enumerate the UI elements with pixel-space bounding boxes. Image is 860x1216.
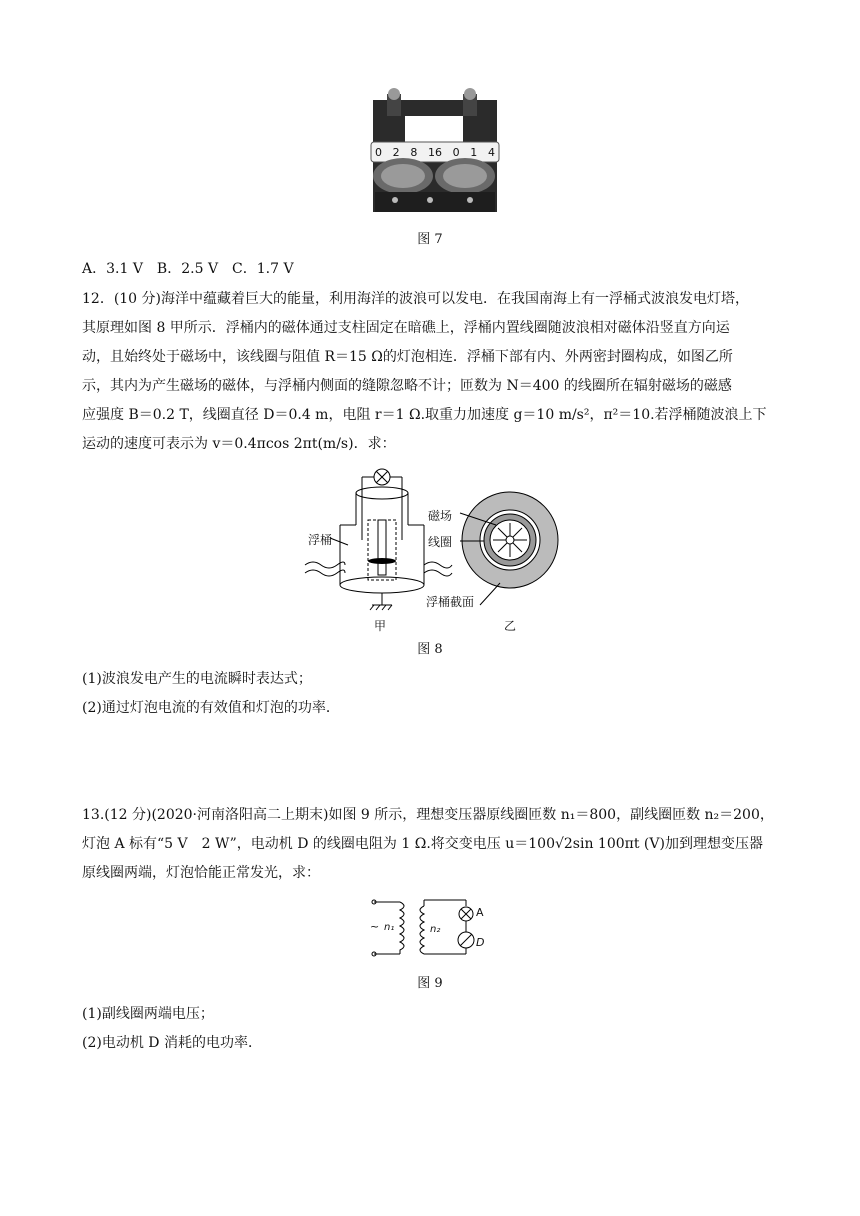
figure-9-caption: 图 9 [417, 976, 443, 991]
label-cichang: 磁场 [428, 509, 453, 523]
terminal-label: 2 [392, 146, 400, 159]
label-n2: n₂ [430, 924, 441, 935]
q12-line-1: 12．(10 分)海洋中蕴藏着巨大的能量，利用海洋的波浪可以发电．在我国南海上有一浮桶式波浪发电灯塔， [82, 291, 750, 307]
q13-sub-2: (2)电动机 D 消耗的电功率． [82, 1035, 262, 1051]
q13-sub-1: (1)副线圈两端电压； [82, 1006, 214, 1022]
terminal-label: 16 [427, 146, 442, 159]
label-yi: 乙 [504, 619, 517, 633]
figure-8-caption: 图 8 [417, 642, 443, 657]
q13-line-2: 灯泡 A 标有“5 V 2 W”，电动机 D 的线圈电阻为 1 Ω.将交变电压 u＝100√2sin 100πt (V)加到理想变压器 [82, 836, 763, 852]
q12-line-5: 应强度 B＝0.2 T，线圈直径 D＝0.4 m，电阻 r＝1 Ω.取重力加速度 g＝10 m/s²，π²＝10.若浮桶随波浪上下 [82, 407, 767, 423]
terminal-label: 8 [410, 146, 418, 159]
label-motor-D: D [476, 936, 485, 949]
label-n1: n₁ [384, 922, 395, 933]
label-futong-jiemian: 浮桶截面 [426, 595, 475, 609]
q13-line-3: 原线圈两端，灯泡恰能正常发光，求： [82, 865, 320, 881]
q12-line-3: 动，且始终处于磁场中，该线圈与阻值 R＝15 Ω的灯泡相连．浮桶下部有内、外两密封圈构成，如图乙所 [82, 349, 733, 365]
ac-source-symbol: ~ [370, 920, 380, 933]
figure-9-circuit [366, 892, 496, 964]
figure-8-diagram [300, 465, 560, 635]
label-futong: 浮桶 [308, 533, 333, 547]
label-jia: 甲 [374, 619, 387, 633]
q12-line-2: 其原理如图 8 甲所示．浮桶内的磁体通过支柱固定在暗礁上，浮桶内置线圈随波浪相对磁体沿竖直方向运 [82, 320, 730, 336]
label-xianquan: 线圈 [428, 535, 453, 549]
q12-line-4: 示，其内为产生磁场的磁体，与浮桶内侧面的缝隙忽略不计；匝数为 N＝400 的线圈所在辐射磁场的磁感 [82, 378, 732, 394]
terminal-label: 1 [470, 146, 478, 159]
q13-line-1: 13.(12 分)(2020·河南洛阳高二上期末)如图 9 所示，理想变压器原线圈匝数 n₁＝800，副线圈匝数 n₂＝200， [82, 807, 774, 823]
label-lamp-A: A [476, 906, 484, 919]
terminal-label: 4 [487, 146, 495, 159]
q12-sub-2: (2)通过灯泡电流的有效值和灯泡的功率． [82, 700, 340, 716]
q12-sub-1: (1)波浪发电产生的电流瞬时表达式； [82, 671, 312, 687]
q12-line-6: 运动的速度可表示为 v＝0.4πcos 2πt(m/s)．求： [82, 436, 396, 452]
figure-7-photo [365, 88, 505, 215]
terminal-label: 0 [452, 146, 460, 159]
terminal-label: 0 [375, 146, 382, 159]
q11-options: A．3.1 V B．2.5 V C．1.7 V [82, 261, 294, 277]
figure-7-caption: 图 7 [417, 232, 443, 247]
